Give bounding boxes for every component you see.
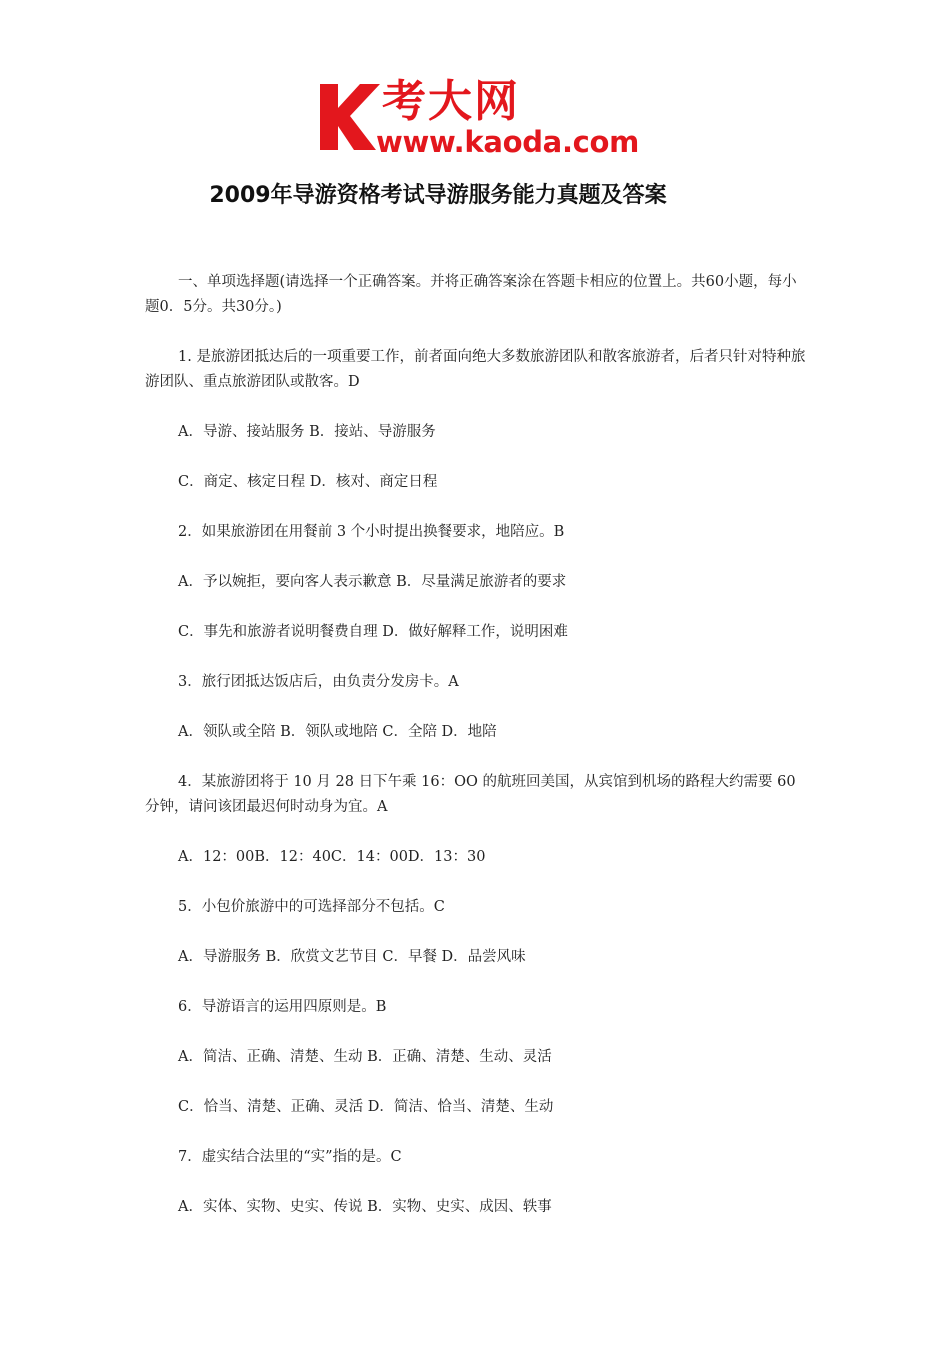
q6-options-ab: A．简洁、正确、清楚、生动 B．正确、清楚、生动、灵活 bbox=[178, 1049, 552, 1065]
section-intro: 一、单项选择题(请选择一个正确答案。并将正确答案涂在答题卡相应的位置上。共60小题，每小题0．5分。共30分。) bbox=[145, 274, 797, 315]
q1-options-ab: A．导游、接站服务 B．接站、导游服务 bbox=[178, 424, 436, 440]
question-1: 1. 是旅游团抵达后的一项重要工作，前者面向绝大多数旅游团队和散客旅游者，后者只针对特种旅游团队、重点旅游团队或散客。D bbox=[145, 349, 806, 390]
document-body bbox=[145, 270, 810, 1245]
question-6: 6．导游语言的运用四原则是。B bbox=[178, 999, 387, 1015]
question-7: 7．虚实结合法里的“实”指的是。C bbox=[178, 1149, 402, 1165]
question-2: 2．如果旅游团在用餐前 3 个小时提出换餐要求，地陪应。B bbox=[178, 524, 565, 540]
q2-options-ab: A．予以婉拒，要向客人表示歉意 B．尽量满足旅游者的要求 bbox=[178, 574, 567, 590]
q5-options: A．导游服务 B．欣赏文艺节目 C．早餐 D．品尝风味 bbox=[178, 949, 526, 965]
q1-options-cd: C．商定、核定日程 D．核对、商定日程 bbox=[178, 474, 438, 490]
q7-options-ab: A．实体、实物、史实、传说 B．实物、史实、成因、轶事 bbox=[178, 1199, 552, 1215]
kaoda-logo bbox=[316, 78, 640, 160]
document-title: 2009年导游资格考试导游服务能力真题及答案 bbox=[209, 183, 667, 208]
q2-options-cd: C．事先和旅游者说明餐费自理 D．做好解释工作，说明困难 bbox=[178, 624, 568, 640]
q3-options: A．领队或全陪 B．领队或地陪 C．全陪 D．地陪 bbox=[178, 724, 497, 740]
question-3: 3．旅行团抵达饭店后，由负责分发房卡。A bbox=[178, 674, 459, 690]
question-4: 4．某旅游团将于 10 月 28 日下午乘 16：OO 的航班回美国，从宾馆到机场的路程大约需要 60 分钟，请问该团最迟何时动身为宜。A bbox=[145, 774, 796, 815]
q6-options-cd: C．恰当、清楚、正确、灵活 D．简洁、恰当、清楚、生动 bbox=[178, 1099, 554, 1115]
logo-url-text: www.kaoda.com bbox=[376, 125, 640, 159]
question-5: 5．小包价旅游中的可选择部分不包括。C bbox=[178, 899, 445, 915]
q4-options: A．12：00B．12：40C．14：00D．13：30 bbox=[178, 849, 486, 865]
logo-brand-text: 考大网 bbox=[382, 76, 520, 127]
